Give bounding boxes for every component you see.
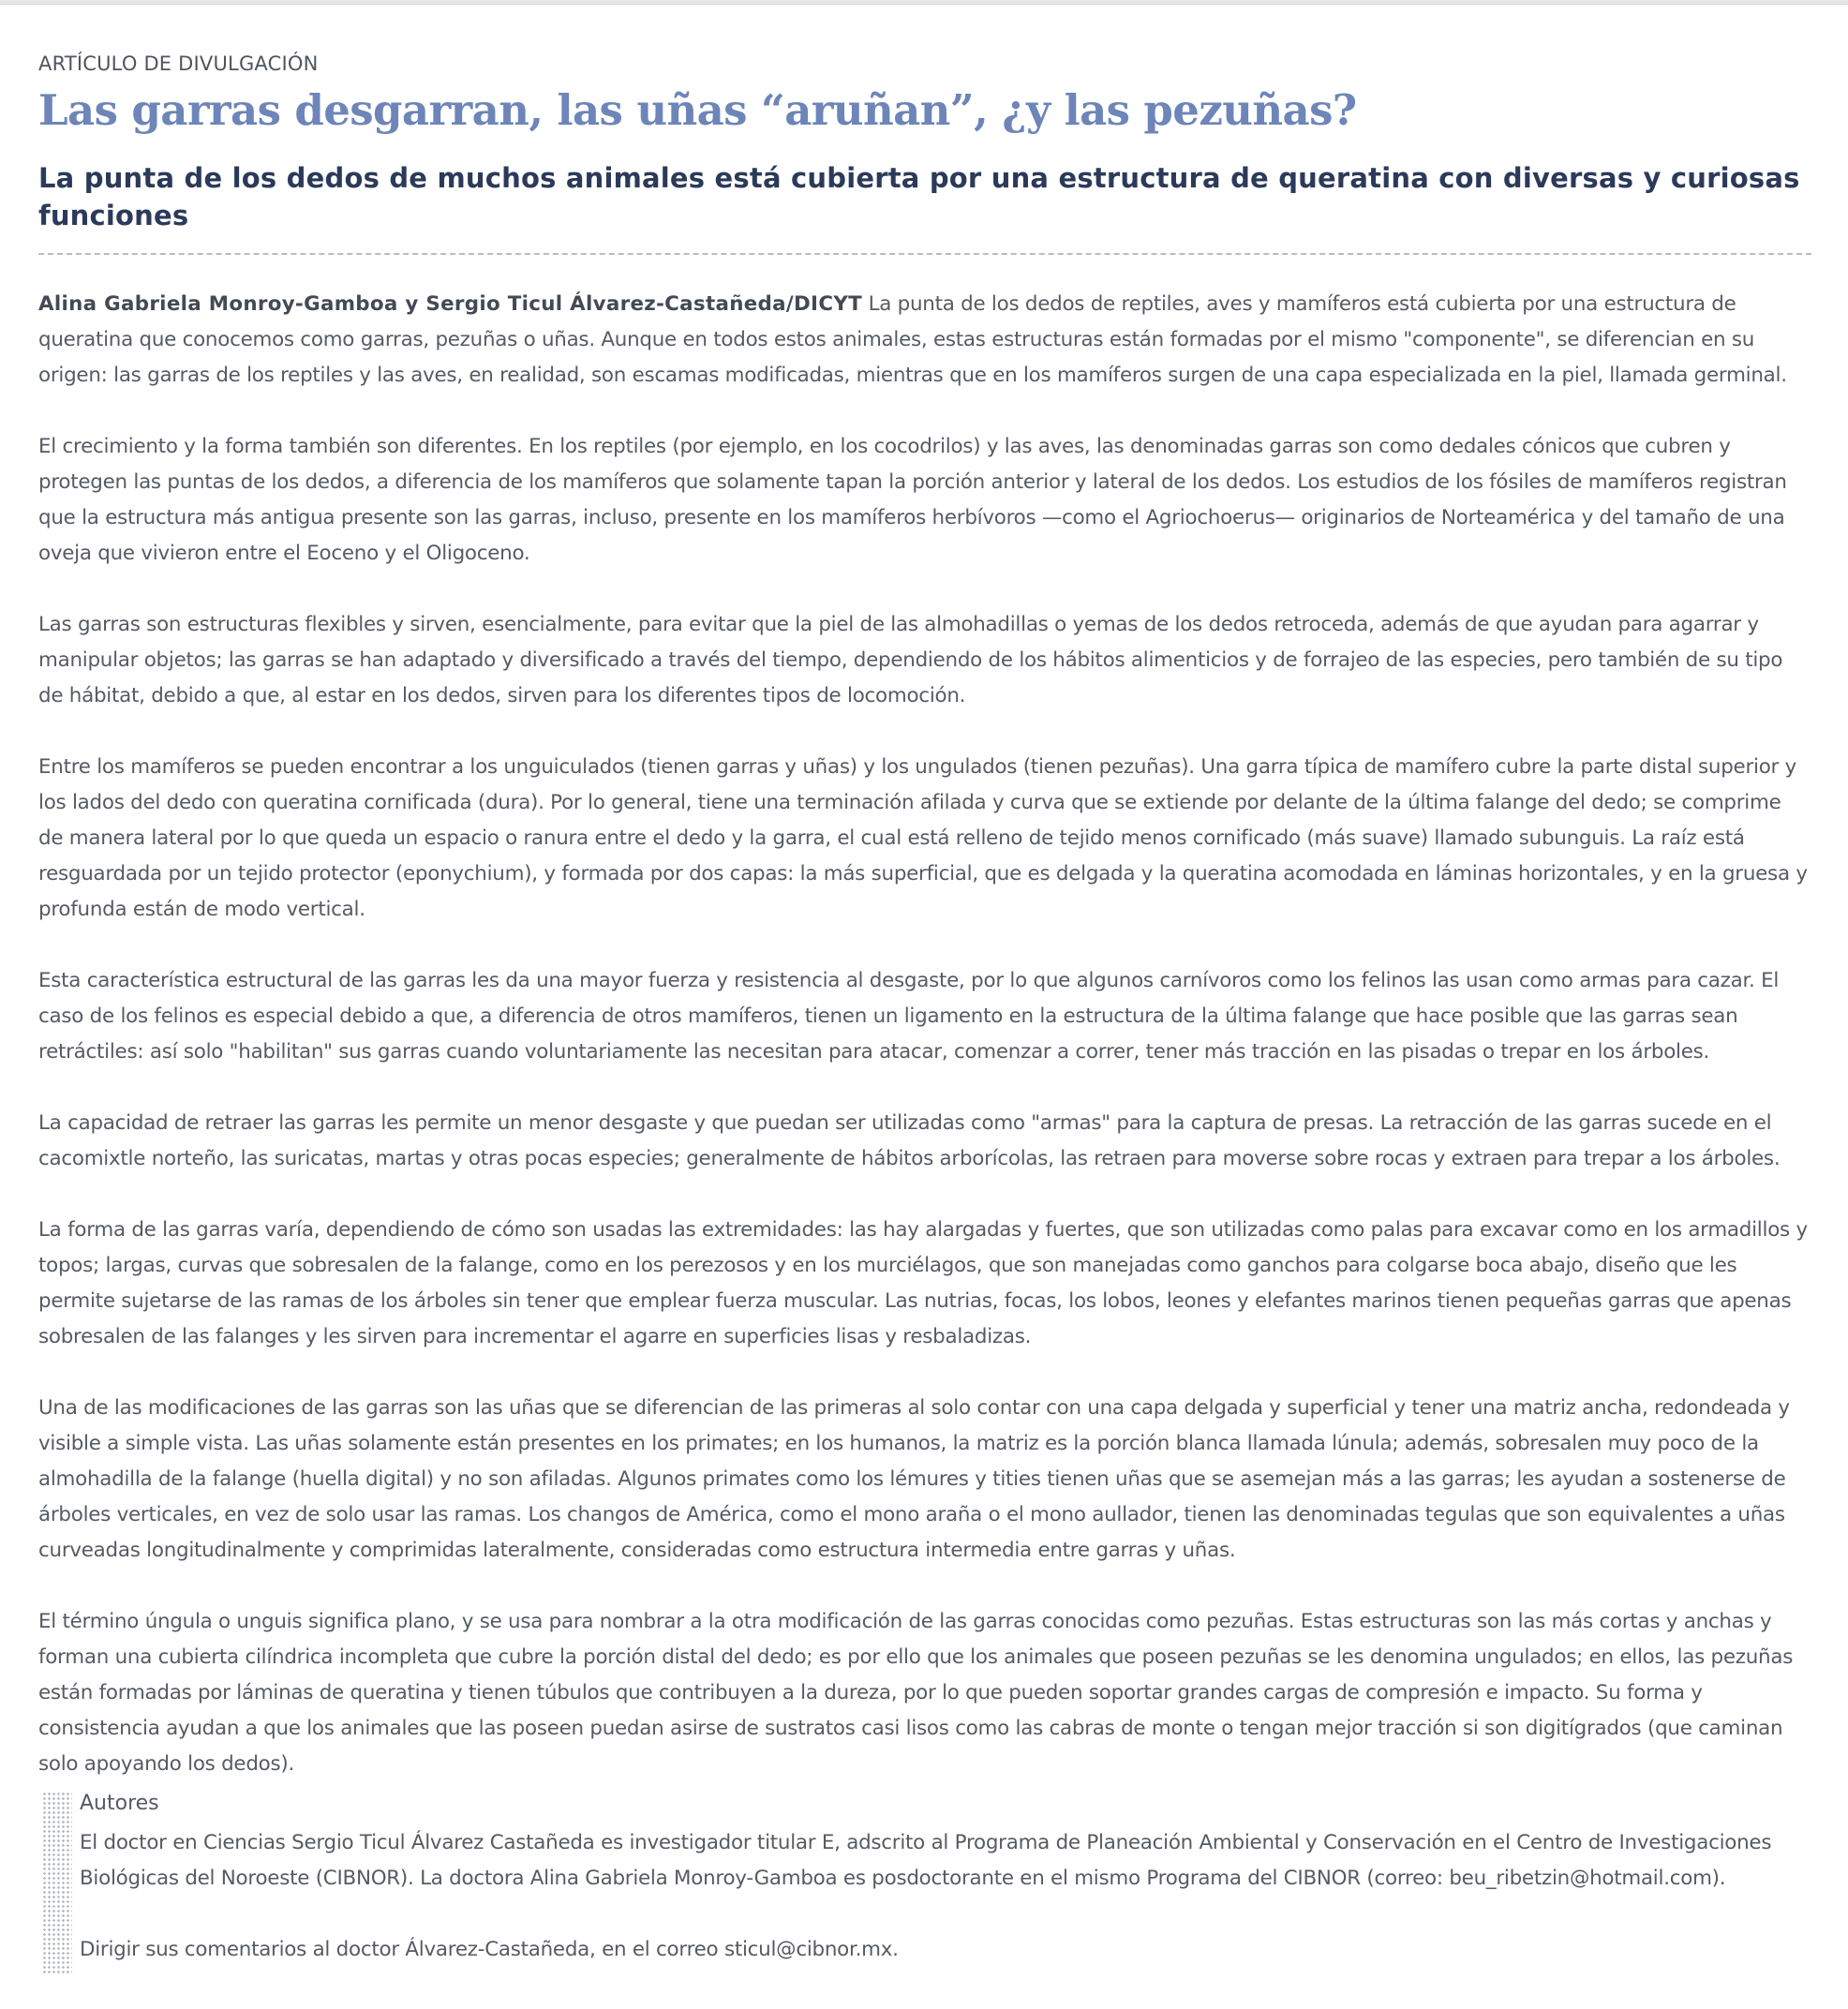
dashed-divider [38,253,1811,255]
top-rule [0,0,1848,5]
byline: Alina Gabriela Monroy-Gamboa y Sergio Ticul Álvarez-Castañeda/DICYT [38,292,862,316]
authors-description: El doctor en Ciencias Sergio Ticul Álvarez Castañeda es investigador titular E, adscrito al Programa de Planeación Ambiental y Conservación en el Centro de Investigaciones Biológicas del Noroeste (CIBNOR). La doctora Alina Gabriela Monroy-Gamboa es posdoctorante en el mismo Programa del CIBNOR (correo: beu_ribetzin@hotmail.com). [80,1831,1772,1890]
article-kicker: ARTÍCULO DE DIVULGACIÓN [38,52,319,75]
dotted-rail-decoration [42,1792,72,1975]
article-body [38,287,1811,1782]
paragraph-2: El crecimiento y la forma también son diferentes. En los reptiles (por ejemplo, en los cocodrilos) y las aves, las denominadas garras son como dedales cónicos que cubren y protegen las puntas de los dedos, a diferencia de los mamíferos que solamente tapan la porción anterior y lateral de los dedos. Los estudios de los fósiles de mamíferos registran que la estructura más antigua presente son las garras, incluso, presente en los mamíferos herbívoros —como el Agriochoerus— originarios de Norteamérica y del tamaño de una oveja que vivieron entre el Eoceno y el Oligoceno. [38,435,1787,565]
article-subtitle: La punta de los dedos de muchos animales está cubierta por una estructura de queratina con diversas y curiosas funciones [38,162,1800,231]
paragraph-7: La forma de las garras varía, dependiendo de cómo son usadas las extremidades: las hay alargadas y fuertes, que son utilizadas como palas para excavar como en los armadillos y topos; largas, curvas que sobresalen de la falange, como en los perezosos y en los murciélagos, que son manejadas como ganchos para colgarse boca abajo, diseño que les permite sujetarse de las ramas de los árboles sin tener que emplear fuerza muscular. Las nutrias, focas, los lobos, leones y elefantes marinos tienen pequeñas garras que apenas sobresalen de las falanges y les sirven para incrementar el agarre en superficies lisas y resbaladizas. [38,1218,1808,1348]
paragraph-6: La capacidad de retraer las garras les permite un menor desgaste y que puedan ser utilizadas como "armas" para la captura de presas. La retracción de las garras sucede en el cacomixtle norteño, las suricatas, martas y otras pocas especies; generalmente de hábitos arborícolas, las retraen para moverse sobre rocas y extraen para trepar a los árboles. [38,1111,1781,1170]
paragraph-3: Las garras son estructuras flexibles y sirven, esencialmente, para evitar que la piel de las almohadillas o yemas de los dedos retroceda, además de que ayudan para agarrar y manipular objetos; las garras se han adaptado y diversificado a través del tiempo, dependiendo de los hábitos alimenticios y de forrajeo de las especies, pero también de su tipo de hábitat, debido a que, al estar en los dedos, sirven para los diferentes tipos de locomoción. [38,613,1783,707]
paragraph-5: Esta característica estructural de las garras les da una mayor fuerza y resistencia al desgaste, por lo que algunos carnívoros como los felinos las usan como armas para cazar. El caso de los felinos es especial debido a que, a diferencia de otros mamíferos, tienen un ligamento en la estructura de la última falange que hace posible que las garras sean retráctiles: así solo "habilitan" sus garras cuando voluntariamente las necesitan para atacar, comenzar a correr, tener más tracción en las pisadas o trepar en los árboles. [38,969,1780,1064]
paragraph-8: Una de las modificaciones de las garras son las uñas que se diferencian de las primeras al solo contar con una capa delgada y superficial y tener una matriz ancha, redondeada y visible a simple vista. Las uñas solamente están presentes en los primates; en los humanos, la matriz es la porción blanca llamada lúnula; además, sobresalen muy poco de la almohadilla de la falange (huella digital) y no son afiladas. Algunos primates como los lémures y tities tienen uñas que se asemejan más a las garras; les ayudan a sostenerse de árboles verticales, en vez de solo usar las ramas. Los changos de América, como el mono araña o el mono aullador, tienen las denominadas tegulas que son equivalentes a uñas curveadas longitudinalmente y comprimidas lateralmente, consideradas como estructura intermedia entre garras y uñas. [38,1396,1790,1562]
authors-heading: Autores [80,1792,159,1815]
article-title: Las garras desgarran, las uñas “aruñan”, ¿y las pezuñas? [38,85,1357,135]
authors-contact: Dirigir sus comentarios al doctor Álvarez-Castañeda, en el correo sticul@cibnor.mx. [80,1938,899,1961]
paragraph-1-text: La punta de los dedos de reptiles, aves y mamíferos está cubierta por una estructura de queratina que conocemos como garras, pezuñas o uñas. Aunque en todos estos animales, estas estructuras están formadas por el mismo "componente", se diferencian en su origen: las garras de los reptiles y las aves, en realidad, son escamas modificadas, mientras que en los mamíferos surgen de una capa especializada en la piel, llamada germinal. [38,292,1787,387]
article [38,51,1811,1818]
paragraph-4: Entre los mamíferos se pueden encontrar a los unguiculados (tienen garras y uñas) y los ungulados (tienen pezuñas). Una garra típica de mamífero cubre la parte distal superior y los lados del dedo con queratina cornificada (dura). Por lo general, tiene una terminación afilada y curva que se extiende por delante de la última falange del dedo; se comprime de manera lateral por lo que queda un espacio o ranura entre el dedo y la garra, el cual está relleno de tejido menos cornificado (más suave) llamado subunguis. La raíz está resguardada por un tejido protector (eponychium), y formada por dos capas: la más superficial, que es delgada y la queratina acomodada en láminas horizontales, y en la gruesa y profunda están de modo vertical. [38,755,1808,921]
paragraph-1 [38,287,1811,394]
paragraph-9: El término úngula o unguis significa plano, y se usa para nombrar a la otra modificación de las garras conocidas como pezuñas. Estas estructuras son las más cortas y anchas y forman una cubierta cilíndrica incompleta que cubre la porción distal del dedo; es por ello que los animales que poseen pezuñas se les denomina ungulados; en ellos, las pezuñas están formadas por láminas de queratina y tienen túbulos que contribuyen a la dureza, por lo que pueden soportar grandes cargas de compresión e impacto. Su forma y consistencia ayudan a que los animales que las poseen puedan asirse de sustratos casi lisos como las cabras de monte o tengan mejor tracción si son digitígrados (que caminan solo apoyando los dedos). [38,1610,1794,1776]
authors-box [42,1786,1848,1968]
